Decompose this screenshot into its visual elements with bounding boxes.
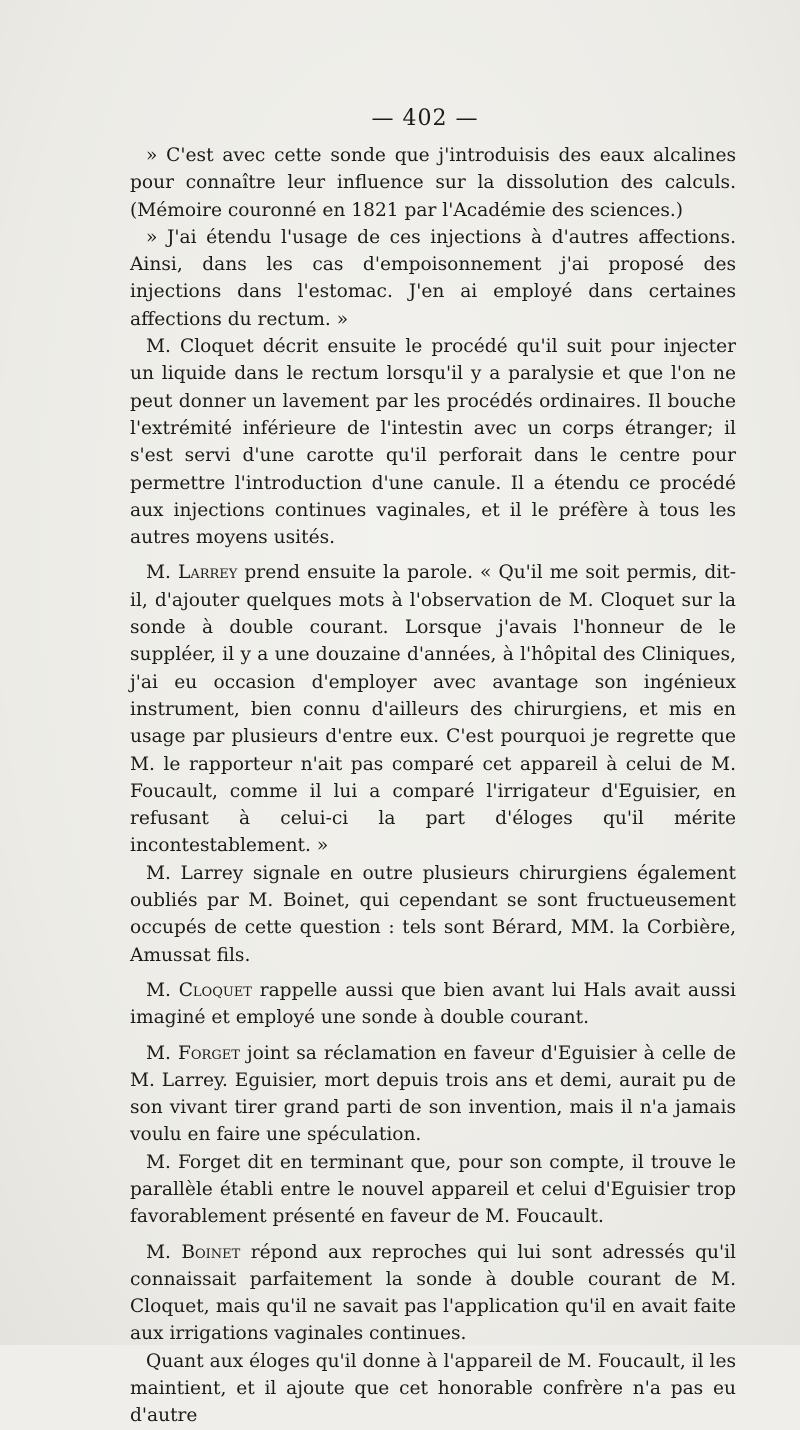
paragraph-6-cloquet <box>130 977 736 1032</box>
paragraph-10: Quant aux éloges qu'il donne à l'appareil de M. Foucault, il les maintient, et il ajoute que cet honorable confrère n'a pas eu d'autre <box>130 1350 736 1427</box>
paragraph-1: » C'est avec cette sonde que j'introduisis des eaux alcalines pour connaître leur influence sur la dissolution des calculs. (Mémoire couronné en 1821 par l'Académie des sciences.) <box>130 145 736 221</box>
paragraph-8: M. Forget dit en terminant que, pour son compte, il trouve le parallèle établi entre le nouvel appareil et celui d'Eguisier trop favorablement présenté en faveur de M. Foucault. <box>130 1151 736 1228</box>
paragraph-text: rappelle aussi que bien avant lui Hals avait aussi imaginé et employé une sonde à double courant. <box>130 979 736 1029</box>
speaker-name: Boinet <box>181 1241 241 1263</box>
page-number: — 402 — <box>371 106 479 131</box>
paragraph-7-forget <box>130 1040 736 1149</box>
paragraph-text: joint sa réclamation en faveur d'Eguisier à celle de M. Larrey. Eguisier, mort depuis trois ans et demi, aurait pu de son vivant tirer grand parti de son invention, mais il n'a jamais voulu en faire une spéculation. <box>130 1042 736 1146</box>
paragraph-3: M. Cloquet décrit ensuite le procédé qu'il suit pour injecter un liquide dans le rectum lorsqu'il y a paralysie et que l'on ne peut donner un lavement par les procédés ordinaires. Il bouche l'extrémité inférieure de l'intestin avec un corps étranger; il s'est servi d'une carotte qu'il perforait dans le centre pour permettre l'introduction d'une canule. Il a étendu ce procédé aux injections continues vaginales, et il le préfère à tous les autres moyens usités. <box>130 336 736 549</box>
paragraph-9-boinet <box>130 1239 736 1348</box>
speaker-prefix: M. <box>146 1241 182 1263</box>
speaker-prefix: M. <box>146 562 178 584</box>
speaker-prefix: M. <box>146 979 179 1001</box>
paragraph-4-larrey <box>130 559 736 859</box>
paragraph-text: prend ensuite la parole. « Qu'il me soit permis, dit-il, d'ajouter quelques mots à l'observation de M. Cloquet sur la sonde à double courant. Lorsque j'avais l'honneur de le suppléer, il y a une douzaine d'années, à l'hôpital des Cliniques, j'ai eu occasion d'employer avec avantage son ingénieux instrument, bien connu d'ailleurs des chirurgiens, et mis en usage par plusieurs d'entre eux. C'est pourquoi je regrette que M. le rapporteur n'ait pas comparé cet appareil à celui de M. Foucault, comme il lui a comparé l'irrigateur d'Eguisier, en refusant à celui-ci la part d'éloges qu'il mérite incontestablement. » <box>130 562 736 857</box>
speaker-name: Larrey <box>177 562 238 584</box>
body-text <box>130 142 736 1430</box>
paragraph-5: M. Larrey signale en outre plusieurs chirurgiens également oubliés par M. Boinet, qui cependant se sont fructueusement occupés de cette question : tels sont Bérard, MM. la Corbière, Amussat fils. <box>130 862 736 966</box>
speaker-name: Forget <box>177 1042 240 1064</box>
paragraph-text: répond aux reproches qui lui sont adressés qu'il connaissait parfaitement la sonde à double courant de M. Cloquet, mais qu'il ne savait pas l'application qu'il en avait faite aux irrigations vaginales continues. <box>130 1241 736 1345</box>
speaker-prefix: M. <box>146 1042 178 1064</box>
speaker-name: Cloquet <box>178 979 252 1001</box>
paragraph-2: » J'ai étendu l'usage de ces injections à d'autres affections. Ainsi, dans les cas d'empoisonnement j'ai proposé des injections dans l'estomac. J'en ai employé dans certaines affections du rectum. » <box>130 226 736 330</box>
